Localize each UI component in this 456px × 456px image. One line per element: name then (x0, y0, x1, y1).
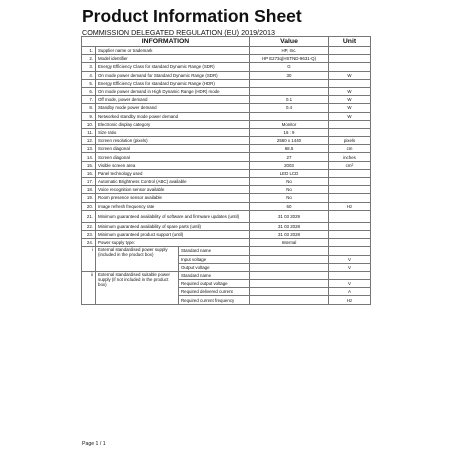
table-row (82, 210, 371, 222)
power-supply-item-value (250, 271, 329, 279)
row-unit (329, 120, 371, 128)
table-row (82, 178, 371, 186)
power-supply-item-unit: Hz (329, 296, 371, 304)
row-number: 16. (82, 169, 96, 177)
power-supply-item-value (250, 280, 329, 288)
row-value: 0.1 (250, 96, 329, 104)
row-value: LED LCD (250, 169, 329, 177)
power-supply-item-unit: V (329, 263, 371, 271)
table-row (82, 96, 371, 104)
table-row (82, 145, 371, 153)
information-table (81, 36, 371, 305)
row-label: Minimum guaranteed product support (until) (96, 230, 250, 238)
row-value (250, 79, 329, 87)
row-number: 2. (82, 55, 96, 63)
row-number: 17. (82, 178, 96, 186)
row-label: On mode power demand for Standard Dynamic Range (SDR) (96, 71, 250, 79)
power-supply-number: i (82, 247, 96, 272)
regulation-subtitle: COMMISSION DELEGATED REGULATION (EU) 2019/2013 (82, 28, 276, 37)
row-unit (329, 153, 371, 161)
row-number: 21. (82, 210, 96, 222)
row-label: Voice recognition sensor available (96, 186, 250, 194)
row-number: 15. (82, 161, 96, 169)
row-label: Minimum guaranteed availability of spare parts (until) (96, 222, 250, 230)
row-unit (329, 145, 371, 153)
unit-superscript: 2 (351, 162, 354, 167)
row-label: Standby mode power demand (96, 104, 250, 112)
table-row (82, 47, 371, 55)
row-value: 16 : 9 (250, 128, 329, 136)
row-label: Off mode, power demand (96, 96, 250, 104)
table-row (82, 87, 371, 95)
row-number: 7. (82, 96, 96, 104)
power-supply-item-label: Required delivered current (179, 288, 250, 296)
table-row (82, 79, 371, 87)
power-supply-item-label: Required output voltage (179, 280, 250, 288)
row-unit (329, 112, 371, 120)
row-number: 4. (82, 71, 96, 79)
row-number: 9. (82, 112, 96, 120)
row-number: 3. (82, 63, 96, 71)
table-row (82, 186, 371, 194)
table-row (82, 63, 371, 71)
power-supply-item-value (250, 288, 329, 296)
row-label: Energy Efficiency Class for standard Dynamic Range (HDR) (96, 79, 250, 87)
row-unit (329, 55, 371, 63)
row-value: 30 (250, 71, 329, 79)
row-unit (329, 169, 371, 177)
row-unit-text: W (347, 97, 352, 103)
row-label: Screen diagonal (96, 145, 250, 153)
page-title: Product Information Sheet (82, 6, 302, 26)
power-supply-row (82, 271, 371, 279)
row-unit (329, 128, 371, 136)
table-row (82, 128, 371, 136)
row-label: Room presence sensor available (96, 194, 250, 202)
row-value: 31 03 2028 (250, 230, 329, 238)
row-unit (329, 210, 371, 222)
row-value: Monitor (250, 120, 329, 128)
power-supply-item-unit: A (329, 288, 371, 296)
row-number: 8. (82, 104, 96, 112)
row-unit-text: cm (346, 146, 353, 152)
row-unit (329, 178, 371, 186)
power-supply-item-value (250, 263, 329, 271)
row-label: Visible screen area (96, 161, 250, 169)
row-unit-text: W (347, 72, 352, 78)
row-unit-text: W (347, 105, 352, 111)
page-number: Page 1 / 1 (82, 441, 106, 447)
table-row (82, 202, 371, 210)
row-label: Model identifier (96, 55, 250, 63)
row-unit-text: inches (343, 154, 356, 160)
table-row (82, 120, 371, 128)
row-value: 31 03 2028 (250, 222, 329, 230)
table-row (82, 239, 371, 247)
row-label: Size ratio (96, 128, 250, 136)
row-value: No (250, 178, 329, 186)
power-supply-row (82, 247, 371, 255)
row-label: Networked standby mode power demand (96, 112, 250, 120)
power-supply-item-label: Standard name (179, 271, 250, 279)
row-label: Energy Efficiency Class for standard Dynamic Range (SDR) (96, 63, 250, 71)
table-row (82, 137, 371, 145)
row-value: G (250, 63, 329, 71)
row-number: 14. (82, 153, 96, 161)
row-label: Image refresh frequency rate (96, 202, 250, 210)
row-unit (329, 104, 371, 112)
row-label: Supplier name or trademark (96, 47, 250, 55)
column-header-unit: Unit (329, 37, 371, 47)
row-value (250, 87, 329, 95)
power-supply-description: External standardised power supply (included in the product box) (96, 247, 179, 272)
power-supply-item-value (250, 296, 329, 304)
row-number: 10. (82, 120, 96, 128)
row-unit (329, 239, 371, 247)
row-value: No (250, 194, 329, 202)
row-number: 11. (82, 128, 96, 136)
row-number: 1. (82, 47, 96, 55)
power-supply-item-unit: V (329, 280, 371, 288)
row-value: Internal (250, 239, 329, 247)
table-row (82, 104, 371, 112)
row-value: 2560 x 1440 (250, 137, 329, 145)
row-number: 23. (82, 230, 96, 238)
row-number: 18. (82, 186, 96, 194)
column-header-information: INFORMATION (82, 37, 250, 47)
power-supply-item-label: Required current frequency (179, 296, 250, 304)
row-unit (329, 79, 371, 87)
row-unit (329, 47, 371, 55)
row-unit-text: W (347, 89, 352, 95)
table-row (82, 55, 371, 63)
power-supply-item-unit (329, 247, 371, 255)
row-unit (329, 222, 371, 230)
row-value: 68.5 (250, 145, 329, 153)
table-row (82, 112, 371, 120)
row-label: Electronic display category (96, 120, 250, 128)
row-unit-text: cm (345, 162, 352, 168)
power-supply-item-label: Output voltage (179, 263, 250, 271)
row-value (250, 112, 329, 120)
row-number: 22. (82, 222, 96, 230)
row-unit (329, 63, 371, 71)
row-value: No (250, 186, 329, 194)
table-row (82, 161, 371, 169)
power-supply-item-unit: V (329, 255, 371, 263)
power-supply-item-value (250, 255, 329, 263)
power-supply-item-label: Standard name (179, 247, 250, 255)
table-row (82, 153, 371, 161)
power-supply-item-unit (329, 271, 371, 279)
table-row (82, 71, 371, 79)
row-number: 13. (82, 145, 96, 153)
row-unit (329, 186, 371, 194)
row-unit-text: Hz (346, 203, 353, 209)
row-label: Automatic Brightness Control (ABC) available (96, 178, 250, 186)
row-label: Minimum guaranteed availability of software and firmware updates (until) (96, 210, 250, 222)
table-row (82, 222, 371, 230)
column-header-value: Value (250, 37, 329, 47)
row-number: 6. (82, 87, 96, 95)
row-unit (329, 87, 371, 95)
row-label: Screen diagonal (96, 153, 250, 161)
row-number: 12. (82, 137, 96, 145)
row-unit-text: W (347, 113, 352, 119)
row-number: 5. (82, 79, 96, 87)
row-unit (329, 96, 371, 104)
row-value: 60 (250, 202, 329, 210)
row-number: 24. (82, 239, 96, 247)
row-unit (329, 71, 371, 79)
row-value: HP, Inc. (250, 47, 329, 55)
power-supply-item-value (250, 247, 329, 255)
row-unit (329, 161, 371, 169)
power-supply-number: ii (82, 271, 96, 304)
row-unit (329, 230, 371, 238)
row-label: Panel technology used (96, 169, 250, 177)
row-value: 2003 (250, 161, 329, 169)
row-label: Power supply type: (96, 239, 250, 247)
row-number: 20. (82, 202, 96, 210)
row-value: 31 03 2029 (250, 210, 329, 222)
row-unit (329, 202, 371, 210)
row-value: 27 (250, 153, 329, 161)
table-header-row (82, 37, 371, 47)
table-row (82, 230, 371, 238)
row-label: Screen resolution (pixels) (96, 137, 250, 145)
row-value: HP E273q(HSTND-9631-Q) (250, 55, 329, 63)
table-row (82, 194, 371, 202)
table-row (82, 169, 371, 177)
row-value: 0.4 (250, 104, 329, 112)
row-label: On mode power demand in High Dynamic Range (HDR) mode (96, 87, 250, 95)
power-supply-item-label: Input voltage (179, 255, 250, 263)
row-unit (329, 194, 371, 202)
row-number: 19. (82, 194, 96, 202)
power-supply-description: External standardised suitable power supply (if not included in the product box) (96, 271, 179, 304)
row-unit-text: pixels (343, 138, 356, 144)
row-unit (329, 137, 371, 145)
